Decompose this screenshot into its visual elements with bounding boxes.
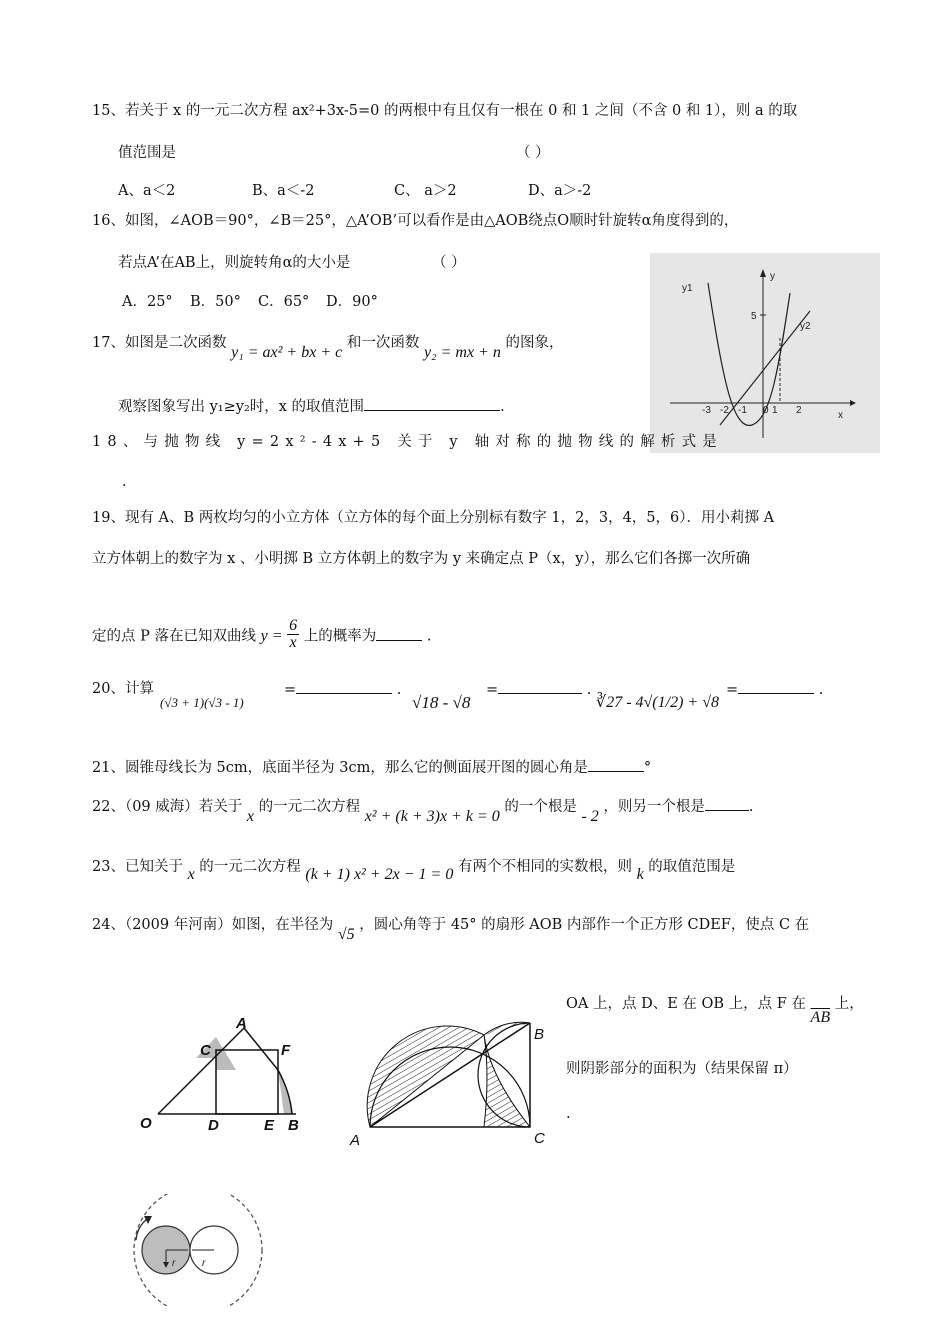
fraction-numerator: 6 <box>289 617 298 634</box>
q22-var: x <box>246 808 254 825</box>
q23-line <box>92 857 736 883</box>
q23-mid: 的一元二次方程 <box>199 859 301 875</box>
q23-equation: (k + 1) x² + 2x − 1 = 0 <box>305 866 454 883</box>
q17-line1 <box>92 333 564 361</box>
q23-mid2: 有两个不相同的实数根，则 <box>457 859 632 875</box>
point-c-label: C <box>534 1130 545 1147</box>
point-o-label: O <box>140 1115 152 1132</box>
q22-line <box>92 796 754 825</box>
q17-end: . <box>500 399 505 415</box>
radius-label: r <box>202 1258 206 1269</box>
point-d-label: D <box>208 1117 219 1134</box>
q19-line3-prefix: 定的点 P 落在已知双曲线 <box>92 628 256 645</box>
q20-expr3: ∛27 - 4√(1/2) + √8 <box>596 694 719 711</box>
q20-answer2: = . <box>486 679 591 700</box>
q21-line <box>92 757 651 778</box>
q17-linear-eq: y₂ = mx + n <box>423 344 501 361</box>
y1-label: y1 <box>682 283 693 294</box>
point-a-label: A <box>236 1015 247 1032</box>
x-tick: 1 <box>772 405 778 416</box>
q24-line2 <box>566 994 864 1026</box>
q15-option-d: D、a＞-2 <box>528 183 592 199</box>
q20-expr2: √18 - √8 <box>412 693 471 712</box>
x-axis-label: x <box>838 410 843 421</box>
q19-fraction <box>287 618 299 651</box>
q18-end: . <box>122 474 127 490</box>
q17-suffix: 的图象， <box>505 335 564 351</box>
function-graph <box>650 253 880 453</box>
q19-end: . <box>426 628 432 645</box>
q22-end: . <box>748 799 754 815</box>
q24-suffix: ，圆心角等于 45° 的扇形 AOB 内部作一个正方形 CDEF，使点 C 在 <box>359 917 810 933</box>
q16-line1: 16、如图，∠AOB＝90°，∠B＝25°，△A’OB’可以看作是由△AOB绕点O顺时针旋转α角度得到的， <box>92 213 739 229</box>
q22-mid: 的一元二次方程 <box>258 799 361 815</box>
q24-radius: √5 <box>337 926 355 943</box>
q20-answer2-blank[interactable] <box>498 679 582 694</box>
q21-answer-blank[interactable] <box>588 757 644 772</box>
q15-line1: 15、若关于 x 的一元二次方程 ax²+3x-5=0 的两根中有且仅有一根在 0 和 1 之间（不含 0 和 1），则 a 的取 <box>92 103 798 119</box>
q16-line2: 若点A’在AB上，则旋转角α的大小是 <box>118 255 351 271</box>
q17-line2 <box>118 396 505 417</box>
q15-option-c: C、 a＞2 <box>394 183 457 199</box>
q19-y: y = <box>260 627 283 645</box>
fraction-denominator: x <box>289 634 297 651</box>
q16-option-c: C．65° <box>258 294 310 310</box>
q17-mid: 和一次函数 <box>346 335 420 351</box>
q15-option-a: A、a＜2 <box>118 183 176 199</box>
q17-quadratic-eq: y₁ = ax² + bx + c <box>231 344 343 361</box>
y-axis-label: y <box>770 271 775 282</box>
q17-question: 观察图象写出 y₁≥y₂时，x 的取值范围 <box>118 399 365 415</box>
q24-line1 <box>92 915 810 943</box>
equals: = <box>284 682 297 698</box>
q22-mid2: 的一个根是 <box>504 799 577 815</box>
q19-line1: 19、现有 A、B 两枚均匀的小立方体（立方体的每个面上分别标有数字 1，2，3，4，5，6）．用小莉掷 A <box>92 510 775 526</box>
radius-label: r <box>172 1258 176 1269</box>
q24-prefix: 24、（2009 年河南）如图，在半径为 <box>92 917 334 933</box>
q22-prefix: 22、（09 威海）若关于 <box>92 799 243 815</box>
q22-root: - 2 <box>581 808 599 825</box>
q23-prefix: 23、已知关于 <box>92 859 183 875</box>
q17-prefix: 17、如图是二次函数 <box>92 335 227 351</box>
q21-unit: ° <box>643 760 652 776</box>
point-b-label: B <box>288 1117 299 1134</box>
q22-answer-blank[interactable] <box>705 796 749 811</box>
q22-suffix: ，则另一个根是 <box>603 799 705 815</box>
q21-text: 21、圆锥母线长为 5cm，底面半径为 3cm，那么它的侧面展开图的圆心角是 <box>92 760 588 776</box>
q24-line2-end: 上， <box>834 996 864 1012</box>
q20-answer1: = . <box>284 679 401 700</box>
q20-answer1-blank[interactable] <box>296 679 392 694</box>
q15-line2: 值范围是 <box>118 145 176 161</box>
equals: = <box>486 682 499 698</box>
q23-suffix: 的取值范围是 <box>648 859 736 875</box>
point-f-label: F <box>281 1042 291 1059</box>
q19-line2: 立方体朝上的数字为 x 、小明掷 B 立方体朝上的数字为 y 来确定点 P（x，y），那么它们各掷一次所确 <box>92 551 751 567</box>
segment-af <box>244 1028 278 1070</box>
q19-answer-blank[interactable] <box>376 626 422 641</box>
q20-expr1: (√3 + 1)(√3 - 1) <box>160 695 244 710</box>
rolling-circles-figure <box>126 1194 268 1306</box>
q15-option-b: B、a＜-2 <box>252 183 315 199</box>
q23-var: x <box>187 866 195 883</box>
q18-line: 18、与抛物线 y=2x²-4x+5 关于 y 轴对称的抛物线的解析式是 <box>92 434 724 450</box>
q20-answer3: = . <box>726 679 823 700</box>
x-tick: 2 <box>796 405 802 416</box>
shaded-region <box>278 1070 292 1114</box>
x-tick: 0 <box>763 405 769 416</box>
q24-line3: 则阴影部分的面积为（结果保留 π） <box>566 1061 798 1077</box>
x-tick: -3 <box>702 405 711 416</box>
equals: = <box>726 682 739 698</box>
q22-equation: x² + (k + 3)x + k = 0 <box>364 808 500 825</box>
q16-option-d: D．90° <box>326 294 378 310</box>
q17-answer-blank[interactable] <box>364 396 500 411</box>
q15-answer-paren: （ ） <box>516 145 550 161</box>
y2-label: y2 <box>800 321 811 332</box>
q20-label: 20、计算 <box>92 681 154 697</box>
q23-k: k <box>636 866 644 883</box>
point-e-label: E <box>264 1117 275 1134</box>
q16-option-a: A．25° <box>122 294 173 310</box>
q20-answer3-blank[interactable] <box>738 679 814 694</box>
q19-line3 <box>92 617 432 653</box>
y-tick-5: 5 <box>751 311 757 322</box>
segment-oa <box>158 1028 244 1114</box>
q16-option-b: B．50° <box>190 294 241 310</box>
point-b-label: B <box>534 1026 545 1043</box>
q24-line2-text: OA 上，点 D、E 在 OB 上，点 F 在 <box>566 996 806 1012</box>
point-a-label: A <box>350 1132 361 1149</box>
x-tick: -1 <box>738 405 747 416</box>
q16-answer-paren: （ ） <box>432 255 466 271</box>
q24-end: . <box>566 1106 571 1122</box>
sector-square-figure <box>138 1012 310 1134</box>
x-tick: -2 <box>720 405 729 416</box>
q24-arc: $\overline{AB}$ <box>810 1009 831 1026</box>
point-c-label: C <box>200 1042 211 1059</box>
hatched-region-left <box>367 1026 484 1127</box>
triangle-semicircle-figure <box>340 1015 560 1150</box>
q19-line3-suffix: 上的概率为 <box>303 628 377 645</box>
